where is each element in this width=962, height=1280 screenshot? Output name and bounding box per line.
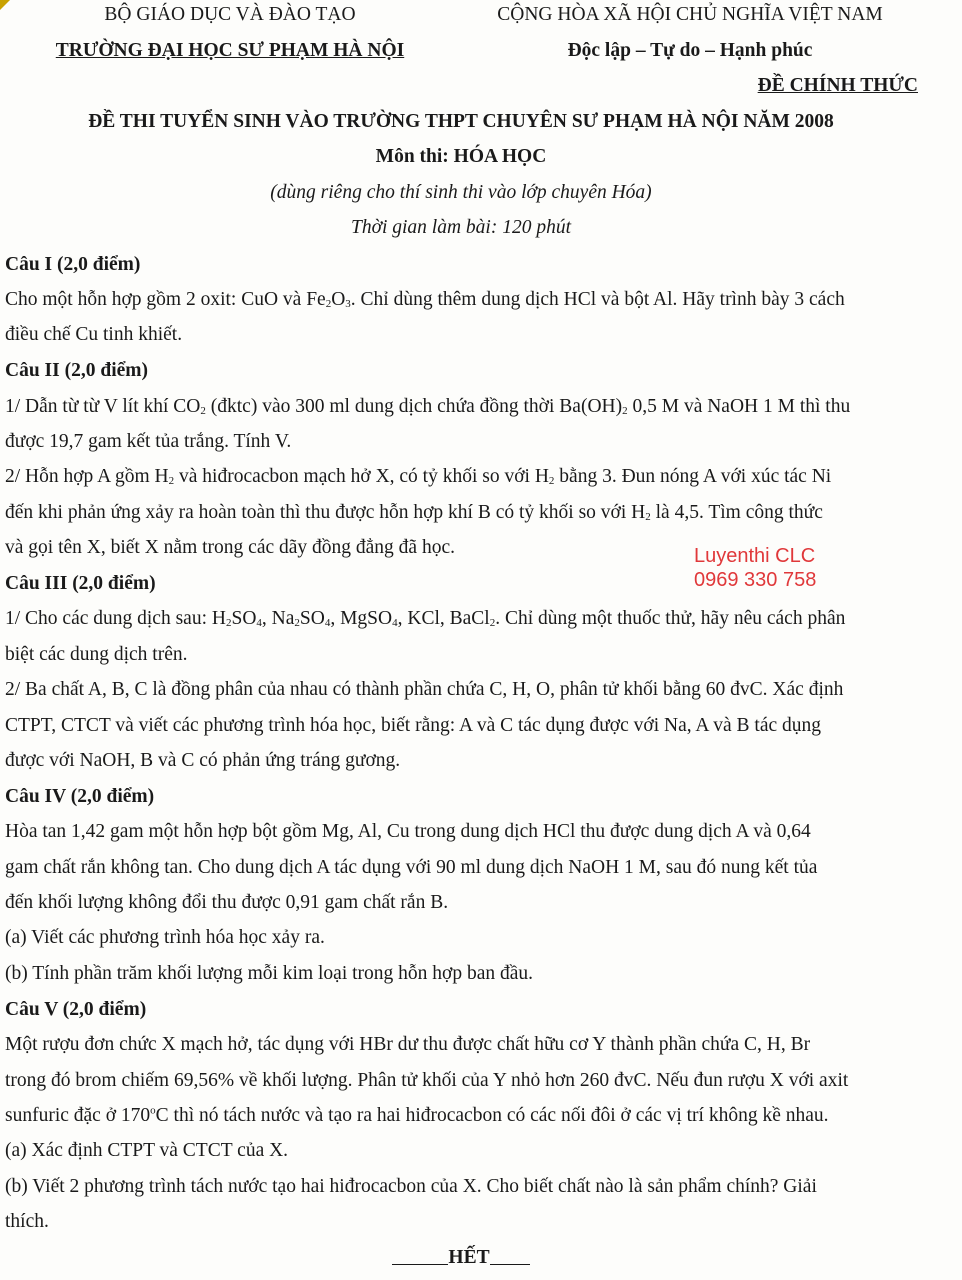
- page-corner-mark: [0, 0, 10, 10]
- ministry-name: BỘ GIÁO DỤC VÀ ĐÀO TẠO: [104, 4, 356, 25]
- q3-part1-line2: biệt các dung dịch trên.: [5, 644, 188, 665]
- q2-part2-line1: 2/ Hỗn hợp A gồm $H_2$ và hiđrocacbon mạch hở X, có tỷ khối so với $H_2$ bằng 3. Đun nóng A với xúc tác Ni: [5, 466, 832, 487]
- exam-title: ĐỀ THI TUYỂN SINH VÀO TRƯỜNG THPT CHUYÊN SƯ PHẠM HÀ NỘI NĂM 2008: [88, 111, 834, 132]
- q3-part2-line3: được với NaOH, B và C có phản ứng tráng gương.: [5, 750, 401, 771]
- motto: Độc lập – Tự do – Hạnh phúc: [567, 40, 813, 61]
- q4-text-line3: đến khối lượng không đổi thu được 0,91 gam chất rắn B.: [5, 892, 449, 913]
- q5-text-line2: trong đó brom chiếm 69,56% về khối lượng. Phân tử khối của Y nhỏ hơn 260 đvC. Nếu đun rượu X với axit: [5, 1070, 849, 1091]
- q3-part2-line1: 2/ Ba chất A, B, C là đồng phân của nhau có thành phần chứa C, H, O, phân tử khối bằng 60 đvC. Xác định: [5, 679, 844, 700]
- q5-heading: Câu V (2,0 điểm): [5, 999, 147, 1020]
- end-marker: [0, 1247, 922, 1269]
- exam-note: (dùng riêng cho thí sinh thi vào lớp chuyên Hóa): [270, 182, 652, 203]
- university-name: [40, 40, 420, 62]
- watermark-phone: 0969 330 758: [694, 569, 817, 591]
- q4-text-line1: Hòa tan 1,42 gam một hỗn hợp bột gồm Mg, Al, Cu trong dung dịch HCl thu được dung dịch A và 0,64: [5, 821, 811, 842]
- q5-item-b-line2: thích.: [5, 1211, 49, 1232]
- q4-item-a: (a) Viết các phương trình hóa học xảy ra.: [5, 927, 325, 948]
- q5-item-a: (a) Xác định CTPT và CTCT của X.: [5, 1140, 289, 1161]
- end-label: HẾT: [448, 1247, 490, 1268]
- q3-part2-line2: CTPT, CTCT và viết các phương trình hóa học, biết rằng: A và C tác dụng được với Na, A và B tác dụng: [5, 715, 822, 736]
- exam-subject: Môn thi: HÓA HỌC: [375, 146, 547, 167]
- end-rule-right: [490, 1264, 530, 1265]
- q2-part2-line2: đến khi phản ứng xảy ra hoàn toàn thì thu được hỗn hợp khí B có tỷ khối so với $H_2$ là 4,5. Tìm công thức: [5, 502, 823, 523]
- end-rule-left: [392, 1264, 448, 1265]
- q4-heading: Câu IV (2,0 điểm): [5, 786, 155, 807]
- exam-duration: Thời gian làm bài: 120 phút: [350, 217, 572, 238]
- q2-part1-line1: 1/ Dẫn từ từ V lít khí $CO_2$ (đktc) vào 300 ml dung dịch chứa đồng thời $Ba(OH)_2$ 0,5 M và NaOH 1 M thì thu: [5, 396, 851, 417]
- q5-text-line3: sunfuric đặc ở 170$^o$C thì nó tách nước và tạo ra hai hiđrocacbon có các nối đôi ở các vị trí không kề nhau.: [5, 1104, 829, 1126]
- q3-part1-line1: 1/ Cho các dung dịch sau: $H_2SO_4$, $Na_2SO_4$, MgSO$_4$, KCl, BaCl$_2$. Chỉ dùng một thuốc thử, hãy nêu cách phân: [5, 608, 846, 629]
- q5-text-line1: Một rượu đơn chức X mạch hở, tác dụng với HBr dư thu được chất hữu cơ Y thành phần chứa C, H, Br: [5, 1034, 811, 1055]
- republic-name: CỘNG HÒA XÃ HỘI CHỦ NGHĨA VIỆT NAM: [497, 4, 883, 25]
- q4-item-b: (b) Tính phần trăm khối lượng mỗi kim loại trong hỗn hợp ban đầu.: [5, 963, 534, 984]
- q1-heading: Câu I (2,0 điểm): [5, 254, 141, 275]
- q5-item-b-line1: (b) Viết 2 phương trình tách nước tạo hai hiđrocacbon của X. Cho biết chất nào là sản phẩm chính? Giải: [5, 1176, 817, 1197]
- watermark-name: Luyenthi CLC: [694, 545, 816, 567]
- q2-part1-line2: được 19,7 gam kết tủa trắng. Tính V.: [5, 431, 292, 452]
- q2-heading: Câu II (2,0 điểm): [5, 360, 149, 381]
- q1-text-line2: điều chế Cu tinh khiết.: [5, 324, 183, 345]
- q3-heading: Câu III (2,0 điểm): [5, 573, 156, 594]
- q2-part2-line3: và gọi tên X, biết X nằm trong các dãy đồng đẳng đã học.: [5, 537, 455, 558]
- q1-text-line1: Cho một hỗn hợp gồm 2 oxit: CuO và $Fe_2O_3$. Chỉ dùng thêm dung dịch HCl và bột Al. Hãy trình bày 3 cách: [5, 289, 845, 310]
- official-label: ĐỀ CHÍNH THỨC: [757, 75, 918, 96]
- q4-text-line2: gam chất rắn không tan. Cho dung dịch A tác dụng với 90 ml dung dịch NaOH 1 M, sau đó nung kết tủa: [5, 857, 818, 878]
- university-label: TRƯỜNG ĐẠI HỌC SƯ PHẠM HÀ NỘI: [55, 40, 405, 61]
